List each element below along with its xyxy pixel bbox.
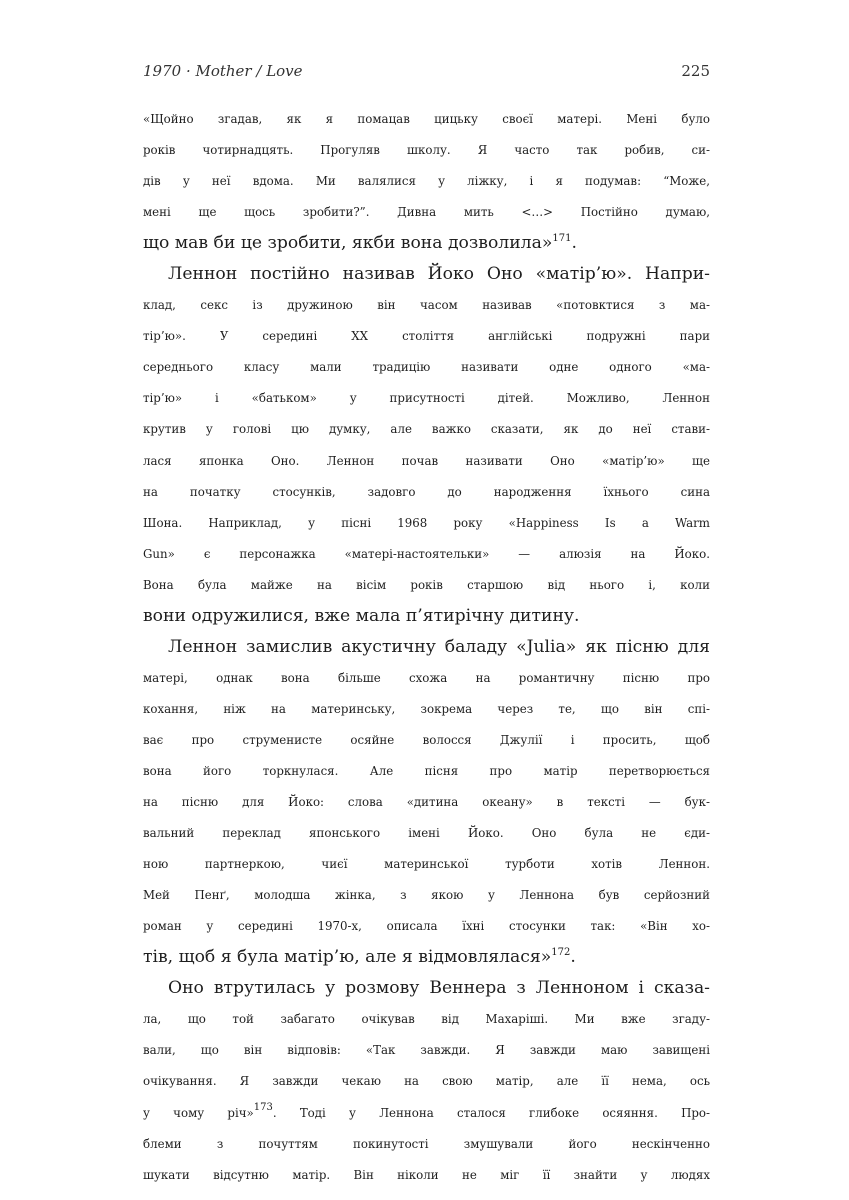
text-line <box>143 446 710 477</box>
line-text: мені ще щось зробити?”. Дивна мить <…> Постійно думаю, <box>143 205 710 220</box>
line-text: тів, щоб я була матір’ю, але я відмовлялася» <box>143 947 552 968</box>
text-line <box>143 756 710 787</box>
text-line <box>143 228 710 259</box>
line-text: дів у неї вдома. Ми валялися у ліжку, і я подумав: “Може, <box>143 174 710 189</box>
text-line <box>143 1160 710 1191</box>
line-text: Леннон замислив акустичну баладу «Julia» як пісню для <box>168 636 710 657</box>
text-line <box>143 942 710 973</box>
line-text: блеми з почуттям покинутості змушували його нескінченно <box>143 1136 710 1151</box>
line-text-continued: . Тоді у Леннона сталося глибоке осяяння. Про- <box>272 1105 710 1120</box>
line-text: Вона була майже на вісім років старшою від нього і, коли <box>143 577 710 592</box>
text-line <box>143 818 710 849</box>
line-text: на початку стосунків, задовго до народження їхнього сина <box>143 484 710 499</box>
text-line <box>143 1129 710 1160</box>
line-text: вона його торкнулася. Але пісня про матір перетворюється <box>143 763 710 778</box>
line-text: років чотирнадцять. Прогуляв школу. Я часто так робив, си- <box>143 143 710 158</box>
running-head: 1970 · Mother / Love <box>143 62 303 80</box>
line-text: вали, що він відповів: «Так завжди. Я завжди маю завищені <box>143 1043 710 1058</box>
line-text: кохання, ніж на материнську, зокрема через те, що він спі- <box>143 701 710 716</box>
text-line <box>143 1098 710 1129</box>
text-line <box>143 166 710 197</box>
line-text: вальний переклад японського імені Йоко. Оно була не єди- <box>143 826 710 841</box>
text-line <box>143 632 710 663</box>
line-text: роман у середині 1970-х, описала їхні стосунки так: «Він хо- <box>143 919 710 934</box>
line-text: вони одружилися, вже мала п’ятирічну дитину. <box>143 605 580 626</box>
line-text: матері, однак вона більше схожа на романтичну пісню про <box>143 670 710 685</box>
text-line <box>143 880 710 911</box>
body-text <box>143 104 710 1191</box>
line-text: на пісню для Йоко: слова «дитина океану» в тексті — бук- <box>143 795 710 810</box>
text-line <box>143 973 710 1004</box>
line-text: Gun» є персонажка «матері-настоятельки» — алюзія на Йоко. <box>143 546 710 561</box>
line-text: шукати відсутню матір. Він ніколи не міг її знайти у людях <box>143 1167 710 1182</box>
line-text: тір’ю» і «батьком» у присутності дітей. Можливо, Леннон <box>143 391 710 406</box>
line-text: Мей Пенґ, молодша жінка, з якою у Леннона був серйозний <box>143 888 710 903</box>
footnote-reference[interactable]: 173 <box>253 1101 273 1113</box>
text-line <box>143 321 710 352</box>
line-text: ною партнеркою, чиєї материнської турботи хотів Леннон. <box>143 857 710 872</box>
text-line <box>143 135 710 166</box>
text-line <box>143 414 710 445</box>
text-line <box>143 663 710 694</box>
line-text: тір’ю». У середині XX століття англійські подружні пари <box>143 329 710 344</box>
page-header <box>143 62 710 86</box>
line-text: Оно втрутилась у розмову Веннера з Ленноном і сказа- <box>168 978 710 999</box>
line-text: Леннон постійно називав Йоко Оно «матір’ю». Напри- <box>168 264 710 285</box>
footnote-reference[interactable]: 171 <box>552 233 572 245</box>
line-text-continued: . <box>571 233 577 254</box>
text-line <box>143 104 710 135</box>
text-line <box>143 570 710 601</box>
line-text: ла, що той забагато очікував від Махаріші. Ми вже згаду- <box>143 1012 710 1027</box>
page-number: 225 <box>681 62 710 80</box>
text-line <box>143 539 710 570</box>
text-line <box>143 725 710 756</box>
text-line <box>143 601 710 632</box>
paragraph <box>143 632 710 974</box>
line-text: середнього класу мали традицію називати одне одного «ма- <box>143 360 710 375</box>
text-line <box>143 694 710 725</box>
text-line <box>143 290 710 321</box>
text-line <box>143 259 710 290</box>
paragraph <box>143 259 710 632</box>
line-text: Шона. Наприклад, у пісні 1968 року «Happiness Is a Warm <box>143 515 710 530</box>
line-text: крутив у голові цю думку, але важко сказати, як до неї стави- <box>143 422 710 437</box>
line-text-continued: . <box>570 947 576 968</box>
paragraph <box>143 104 710 259</box>
line-text: у чому річ» <box>143 1105 254 1120</box>
text-line <box>143 477 710 508</box>
text-line <box>143 352 710 383</box>
text-line <box>143 1035 710 1066</box>
footnote-reference[interactable]: 172 <box>551 947 571 959</box>
text-line <box>143 197 710 228</box>
line-text: очікування. Я завжди чекаю на свою матір, але її нема, ось <box>143 1074 710 1089</box>
paragraph <box>143 973 710 1190</box>
text-line <box>143 911 710 942</box>
line-text: клад, секс із дружиною він часом називав «потовктися з ма- <box>143 298 710 313</box>
text-line <box>143 787 710 818</box>
text-line <box>143 508 710 539</box>
line-text: що мав би це зробити, якби вона дозволила» <box>143 233 553 254</box>
line-text: лася японка Оно. Леннон почав називати Оно «матір’ю» ще <box>143 453 710 468</box>
line-text: ває про струменисте осяйне волосся Джулії і просить, щоб <box>143 732 710 747</box>
line-text: «Щойно згадав, як я помацав цицьку своєї матері. Мені було <box>143 112 710 126</box>
text-line <box>143 1004 710 1035</box>
text-line <box>143 849 710 880</box>
text-line <box>143 383 710 414</box>
text-line <box>143 1066 710 1097</box>
